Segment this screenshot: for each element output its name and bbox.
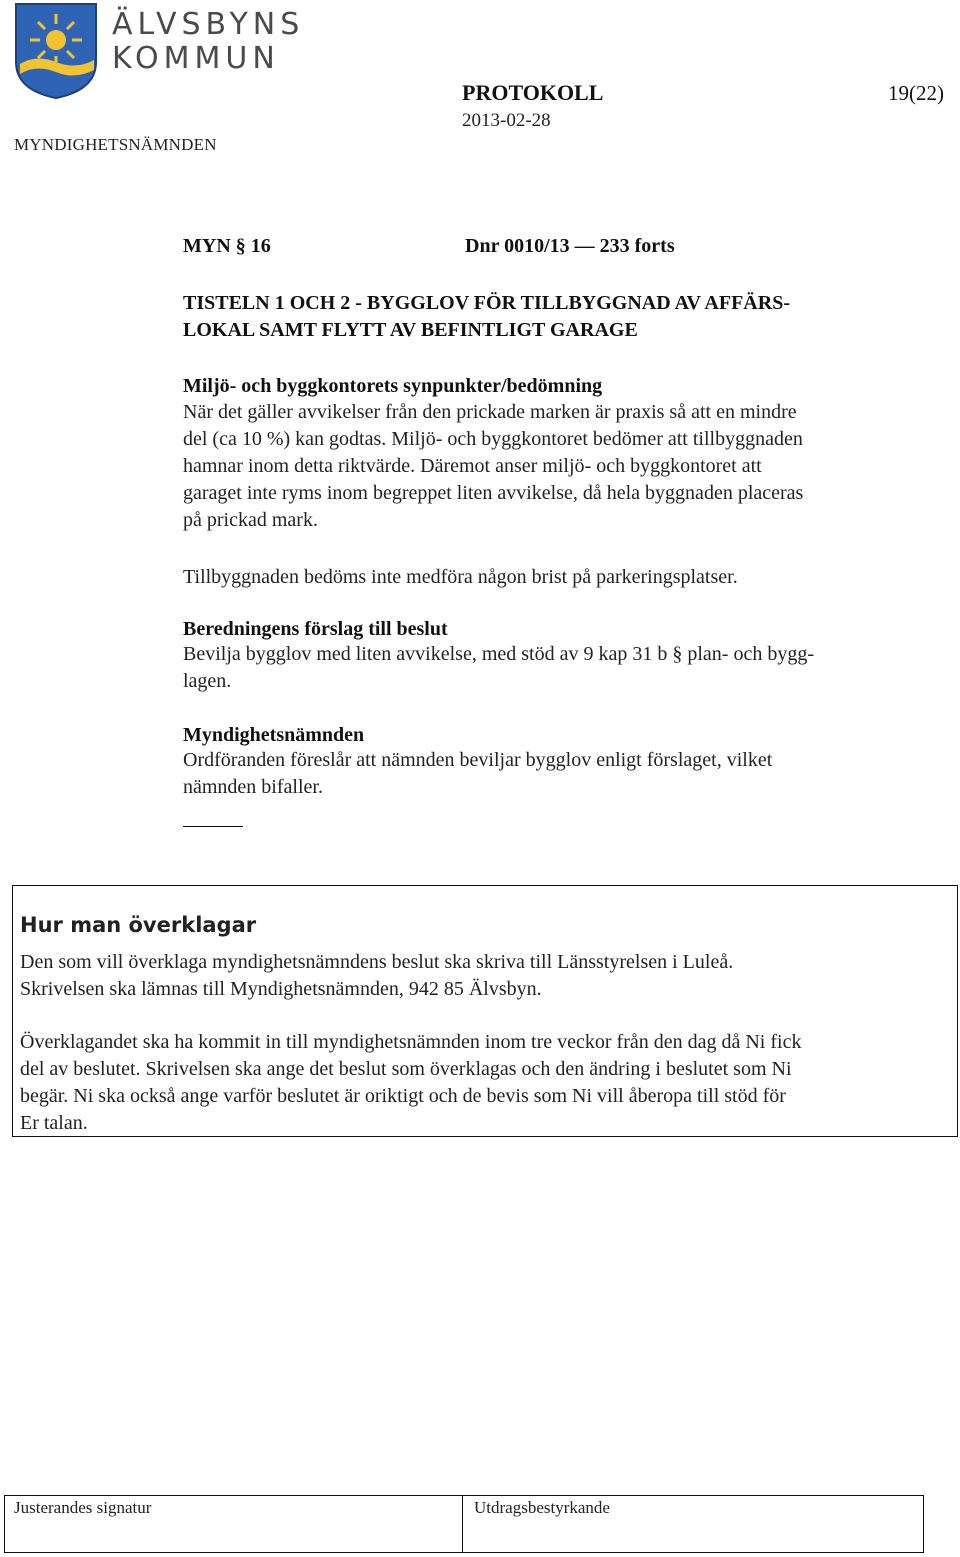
case-title: [183, 290, 923, 344]
appeal-paragraph-2: [20, 1029, 940, 1137]
proposal-line-2: lagen.: [183, 670, 232, 692]
appeal-paragraph-1: [20, 949, 940, 1003]
protocol-date: 2013-02-28: [462, 110, 551, 131]
municipal-coat-of-arms-icon: [14, 2, 98, 100]
assessment-line-1: När det gäller avvikelser från den prickade marken är praxis så att en mindre: [183, 401, 797, 423]
assessment-line-4: garaget inte ryms inom begreppet liten avvikelse, då hela byggnaden placeras: [183, 482, 804, 504]
extract-certification-label: Utdragsbestyrkande: [474, 1498, 610, 1517]
assessment-line-2: del (ca 10 %) kan godtas. Miljö- och byggkontoret bedömer att tillbyggnaden: [183, 428, 803, 450]
appeal-p2-line-3: begär. Ni ska också ange varför beslutet är oriktigt och de bevis som Ni vill åberopa till stöd för: [20, 1085, 786, 1107]
proposal-section: [183, 618, 913, 695]
assessment-line-5: på prickad mark.: [183, 509, 318, 531]
appeal-p2-line-2: del av beslutet. Skrivelsen ska ange det beslut som överklagas och den ändring i beslutet som Ni: [20, 1058, 792, 1080]
parking-paragraph: Tillbyggnaden bedöms inte medföra någon brist på parkeringsplatser.: [183, 566, 738, 588]
adjuster-signature-label: Justerandes signatur: [14, 1498, 152, 1517]
logo-line-2: KOMMUN: [112, 41, 280, 76]
assessment-section: [183, 375, 913, 534]
case-title-line-1: TISTELN 1 OCH 2 - BYGGLOV FÖR TILLBYGGNAD AV AFFÄRS-: [183, 292, 790, 314]
signature-table-divider: [462, 1495, 463, 1553]
proposal-heading: Beredningens förslag till beslut: [183, 618, 448, 640]
appeal-heading: Hur man överklagar: [20, 913, 257, 937]
document-type: PROTOKOLL: [462, 80, 604, 105]
page-number: 19(22): [888, 81, 944, 105]
proposal-line-1: Bevilja bygglov med liten avvikelse, med stöd av 9 kap 31 b § plan- och bygg-: [183, 643, 814, 665]
section-end-rule: [183, 826, 243, 827]
case-title-line-2: LOKAL SAMT FLYTT AV BEFINTLIGT GARAGE: [183, 319, 638, 341]
decision-section: [183, 724, 913, 801]
logo-line-1: ÄLVSBYNS: [112, 7, 305, 42]
appeal-p1-line-2: Skrivelsen ska lämnas till Myndighetsnämnden, 942 85 Älvsbyn.: [20, 978, 542, 1000]
appeal-p1-line-1: Den som vill överklaga myndighetsnämndens beslut ska skriva till Länsstyrelsen i Luleå.: [20, 951, 734, 973]
section-number: MYN § 16: [183, 235, 271, 257]
department-name: MYNDIGHETSNÄMNDEN: [14, 135, 217, 154]
assessment-line-3: hamnar inom detta riktvärde. Däremot anser miljö- och byggkontoret att: [183, 455, 762, 477]
registration-number: Dnr 0010/13 — 233 forts: [465, 235, 675, 257]
decision-line-1: Ordföranden föreslår att nämnden beviljar bygglov enligt förslaget, vilket: [183, 749, 773, 771]
decision-line-2: nämnden bifaller.: [183, 776, 323, 798]
decision-heading: Myndighetsnämnden: [183, 724, 365, 746]
assessment-heading: Miljö- och byggkontorets synpunkter/bedömning: [183, 375, 603, 397]
appeal-p2-line-4: Er talan.: [20, 1112, 88, 1134]
appeal-p2-line-1: Överklagandet ska ha kommit in till myndighetsnämnden inom tre veckor från den dag då Ni fick: [20, 1031, 802, 1053]
municipality-logo-text: [112, 8, 304, 76]
